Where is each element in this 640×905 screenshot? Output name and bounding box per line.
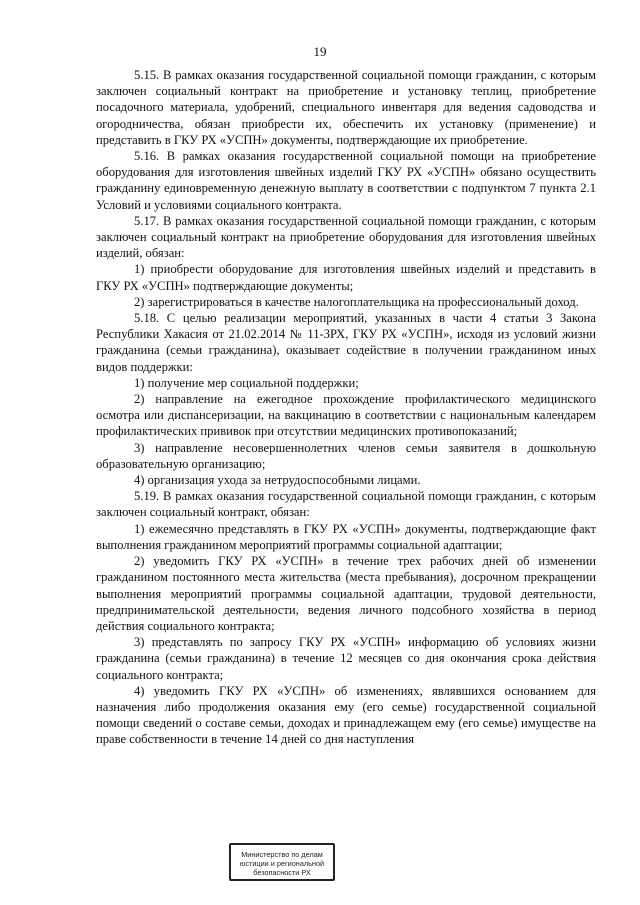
paragraph-5-19-item-4: 4) уведомить ГКУ РХ «УСПН» об изменениях, являвшихся основанием для назначения либо продолжения оказания ему (его семье) государственной социальной помощи сведений о составе семьи, доходах и принадлежащем ему (его семье) имуществе на праве собственности в течение 14 дней со дня наступления [96,683,596,747]
paragraph-5-18-item-3: 3) направление несовершеннолетних членов семьи заявителя в дошкольную образовательную организацию; [96,440,596,471]
stamp-line-2: юстиции и региональной [239,859,325,869]
paragraph-5-19: 5.19. В рамках оказания государственной социальной помощи гражданин, с которым заключен социальный контракт, обязан: [96,489,596,520]
stamp-line-1: Министерство по делам [241,850,323,859]
paragraph-5-19-item-2: 2) уведомить ГКУ РХ «УСПН» в течение трех рабочих дней об изменении гражданином постоянного места жительства (места пребывания), досрочном прекращении выполнения мероприятий программы социальной адаптации, трудовой деятельности, предпринимательской деятельности, ведения личного подсобного хозяйства в период действия социального контракта; [96,554,596,633]
paragraph-5-17-item-2: 2) зарегистрироваться в качестве налогоплательщика на профессиональный доход. [134,294,579,309]
document-body [96,67,596,748]
paragraph-5-18-item-2: 2) направление на ежегодное прохождение профилактического медицинского осмотра или диспансеризации, на вакцинацию в соответствии с национальным календарем профилактических прививок при отсутствии медицинских противопоказаний; [96,392,596,439]
paragraph-5-19-item-1: 1) ежемесячно представлять в ГКУ РХ «УСПН» документы, подтверждающие факт выполнения гражданином мероприятий программы социальной адаптации; [96,521,596,552]
stamp-line-3: безопасности РХ [253,868,311,878]
paragraph-5-17: 5.17. В рамках оказания государственной социальной помощи гражданин, с которым заключен социальный контракт на приобретение оборудования для изготовления швейных изделий, обязан: [96,213,596,261]
paragraph-5-18: 5.18. С целью реализации мероприятий, указанных в части 4 статьи 3 Закона Республики Хакасия от 21.02.2014 № 11-ЗРХ, ГКУ РХ «УСПН», исходя из условий жизни гражданина (семьи гражданина), оказывает содействие в получении гражданином иных видов поддержки: [96,311,596,374]
ministry-stamp [229,843,335,881]
page-number: 19 [313,44,327,59]
paragraph-5-17-item-1: 1) приобрести оборудование для изготовления швейных изделий и представить в ГКУ РХ «УСПН» подтверждающие документы; [96,262,596,293]
paragraph-5-16: 5.16. В рамках оказания государственной социальной помощи на приобретение оборудования для изготовления швейных изделий ГКУ РХ «УСПН» обязано осуществить гражданину единовременную денежную выплату в соответствии с подпунктом 7 пункта 2.1 Условий и условиями социального контракта. [96,149,596,212]
paragraph-5-18-item-1: 1) получение мер социальной поддержки; [134,375,359,390]
paragraph-5-15: 5.15. В рамках оказания государственной социальной помощи гражданин, с которым заключен социальный контракт на приобретение и установку теплиц, приобретение посадочного материала, удобрений, специального инвентаря для ведения садоводства и огородничества, обязан приобрести их, обеспечить их установку (применение) и представить в ГКУ РХ «УСПН» документы, подтверждающие их приобретение. [96,68,596,147]
paragraph-5-18-item-4: 4) организация ухода за нетрудоспособными лицами. [134,473,421,488]
paragraph-5-19-item-3: 3) представлять по запросу ГКУ РХ «УСПН» информацию об условиях жизни гражданина (семьи гражданина) в течение 12 месяцев со дня окончания срока действия социального контракта; [96,635,596,682]
